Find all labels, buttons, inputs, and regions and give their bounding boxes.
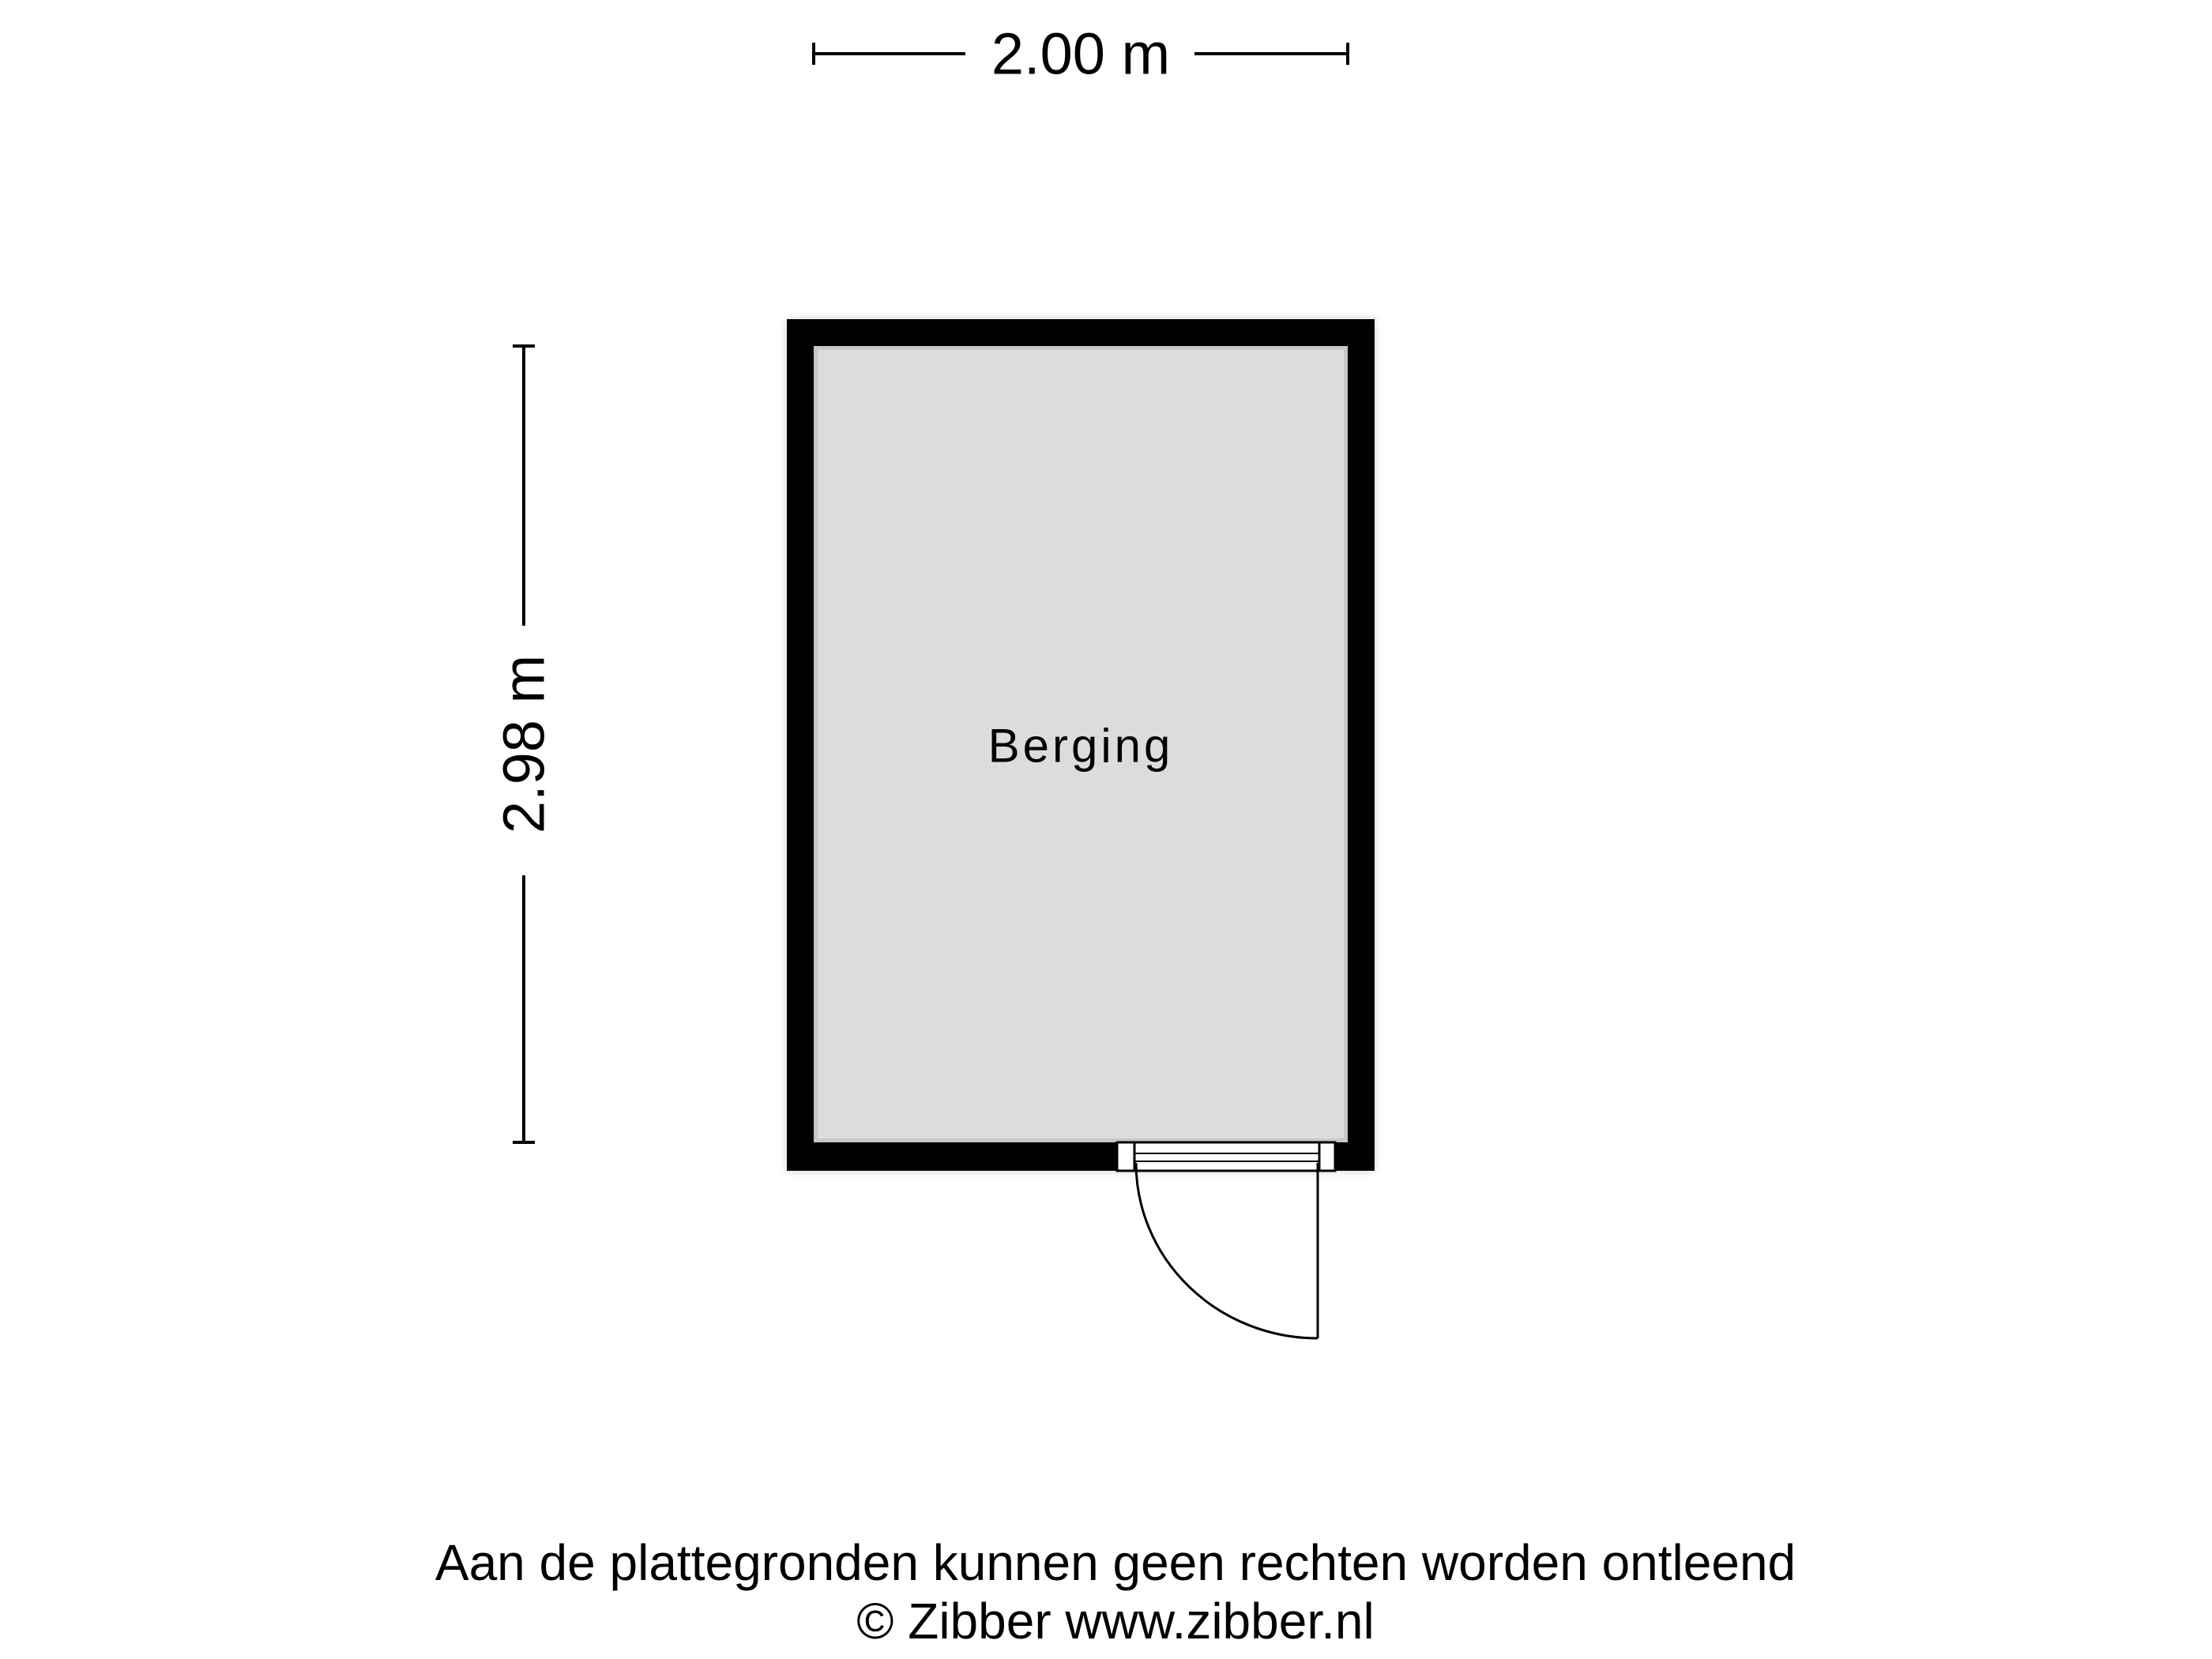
wall-right xyxy=(1348,319,1375,1171)
wall-bottom-left xyxy=(787,1142,1117,1171)
width-dimension-label: 2.00 m xyxy=(991,21,1171,87)
copyright-text: © Zibber www.zibber.nl xyxy=(856,1593,1375,1650)
disclaimer-text: Aan de plattegronden kunnen geen rechten worden ontleend xyxy=(434,1534,1796,1591)
width-dimension xyxy=(814,21,1348,87)
height-dimension-label: 2.98 m xyxy=(491,654,557,834)
room-berging xyxy=(787,319,1375,1338)
wall-top xyxy=(787,319,1375,346)
door-swing-arc xyxy=(1136,1163,1318,1338)
height-dimension xyxy=(491,346,557,1142)
wall-left xyxy=(787,319,814,1171)
door xyxy=(1117,1142,1335,1338)
door-frame xyxy=(1117,1142,1335,1171)
room-label: Berging xyxy=(988,719,1174,773)
wall-bottom-right xyxy=(1335,1142,1375,1171)
